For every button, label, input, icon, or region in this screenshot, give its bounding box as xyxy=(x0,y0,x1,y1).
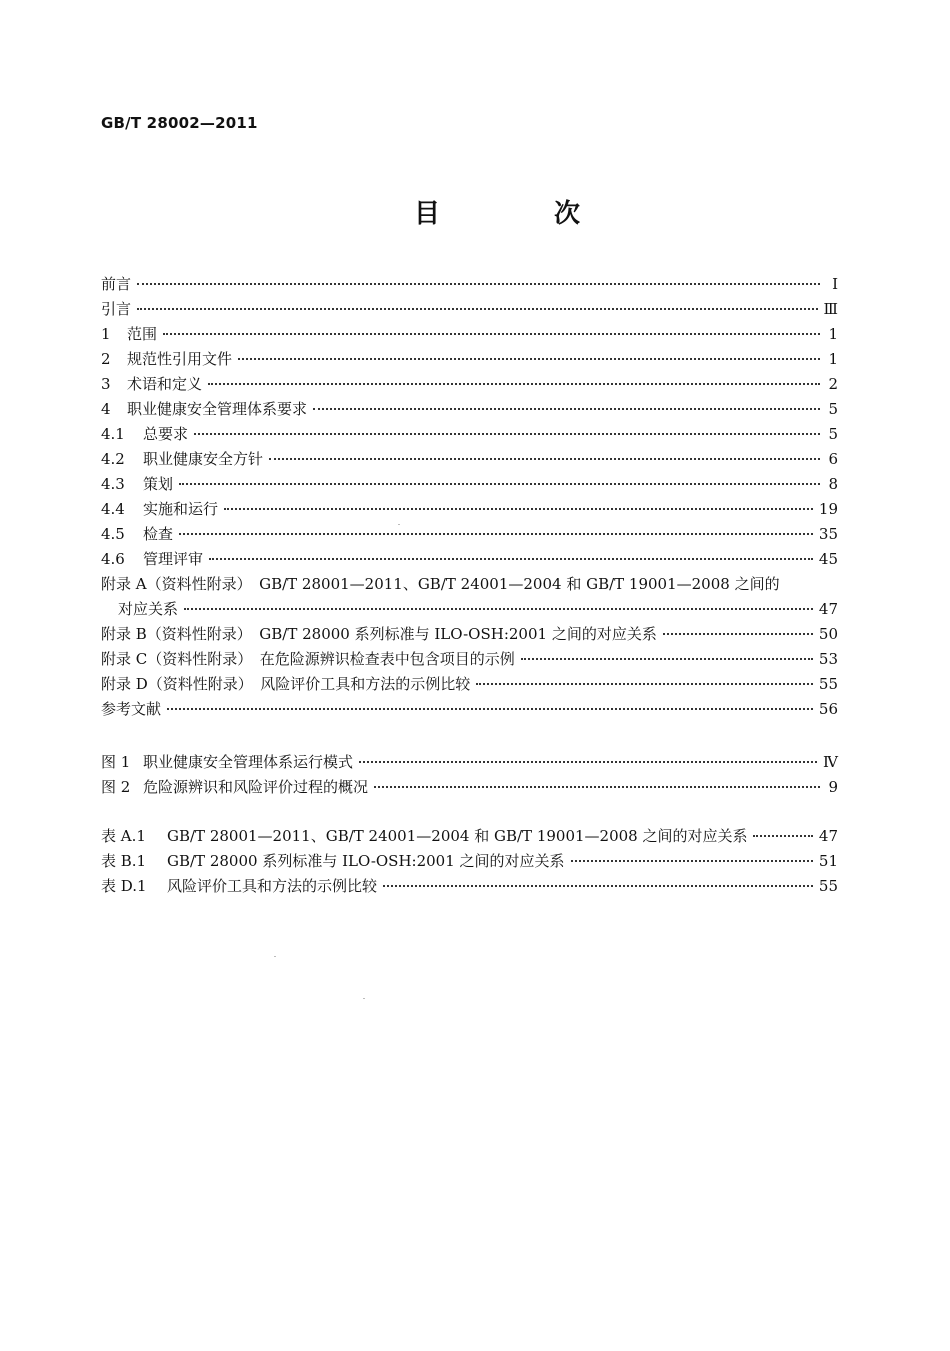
toc-num: 3 xyxy=(101,375,111,393)
toc-page: 8 xyxy=(828,475,838,493)
toc-entry-4-3[interactable] xyxy=(101,473,838,498)
toc-label: 术语和定义 xyxy=(127,375,203,393)
scan-speck xyxy=(274,956,276,957)
toc-entry-4-1[interactable] xyxy=(101,423,838,448)
standard-code: GB/T 28002—2011 xyxy=(101,114,258,132)
toc-label: 对应关系 xyxy=(118,600,179,618)
scan-speck xyxy=(363,998,365,999)
dot-leader xyxy=(167,708,813,710)
toc-entry-2[interactable] xyxy=(101,348,838,373)
toc-entry-4-5[interactable] xyxy=(101,523,838,548)
toc-num: 4.3 xyxy=(101,475,125,493)
dot-leader xyxy=(571,860,813,862)
toc-entry-bibliography[interactable] xyxy=(101,698,838,723)
toc-label: 前言 xyxy=(101,275,132,293)
dot-leader xyxy=(137,308,818,310)
toc-page: 47 xyxy=(818,600,838,618)
dot-leader xyxy=(753,835,812,837)
dot-leader xyxy=(194,433,820,435)
toc-page: Ⅳ xyxy=(823,753,838,771)
toc-figure-1[interactable] xyxy=(101,751,838,776)
dot-leader xyxy=(137,283,820,285)
toc-label: 引言 xyxy=(101,300,132,318)
toc-label: 附录 B（资料性附录） GB/T 28000 系列标准与 ILO-OSH:2001 之间的对应关系 xyxy=(101,625,657,643)
toc-label: 附录 A（资料性附录） GB/T 28001—2011、GB/T 24001—2004 和 GB/T 19001—2008 之间的 xyxy=(101,575,780,593)
toc-label: 参考文献 xyxy=(101,700,162,718)
dot-leader xyxy=(179,533,813,535)
toc-num: 表 B.1 xyxy=(101,852,147,870)
dot-leader xyxy=(208,383,820,385)
toc-num: 4.5 xyxy=(101,525,125,543)
toc-entry-annex-a-cont[interactable] xyxy=(101,598,838,623)
toc-figure-2[interactable] xyxy=(101,776,838,801)
scan-speck xyxy=(398,524,400,525)
toc-page: 50 xyxy=(818,625,838,643)
toc-entry-4[interactable] xyxy=(101,398,838,423)
toc-label: 职业健康安全管理体系运行模式 xyxy=(143,753,354,771)
toc-num: 4.4 xyxy=(101,500,125,518)
toc-table-b1[interactable] xyxy=(101,850,838,875)
dot-leader xyxy=(269,458,820,460)
toc-page: 1 xyxy=(828,350,838,368)
toc-label: GB/T 28000 系列标准与 ILO-OSH:2001 之间的对应关系 xyxy=(167,852,565,870)
toc-label: 附录 D（资料性附录） 风险评价工具和方法的示例比较 xyxy=(101,675,471,693)
page-title: 目 次 xyxy=(413,199,624,229)
toc-entry-annex-c[interactable] xyxy=(101,648,838,673)
toc-entry-annex-d[interactable] xyxy=(101,673,838,698)
toc-num: 4.2 xyxy=(101,450,125,468)
toc-page: 1 xyxy=(828,325,838,343)
toc-page: 19 xyxy=(818,500,838,518)
toc-page: 53 xyxy=(818,650,838,668)
dot-leader xyxy=(313,408,820,410)
toc-num: 4 xyxy=(101,400,111,418)
toc-num: 1 xyxy=(101,325,111,343)
toc-num: 图 1 xyxy=(101,753,131,771)
toc-entry-4-4[interactable] xyxy=(101,498,838,523)
toc-main xyxy=(101,273,838,723)
dot-leader xyxy=(184,608,813,610)
toc-page: 5 xyxy=(828,400,838,418)
dot-leader xyxy=(163,333,820,335)
toc-entry-1[interactable] xyxy=(101,323,838,348)
toc-page: 35 xyxy=(818,525,838,543)
toc-page: 5 xyxy=(828,425,838,443)
toc-table-d1[interactable] xyxy=(101,875,838,900)
toc-label: 风险评价工具和方法的示例比较 xyxy=(167,877,378,895)
toc-label: 附录 C（资料性附录） 在危险源辨识检查表中包含项目的示例 xyxy=(101,650,515,668)
toc-page: Ⅲ xyxy=(823,300,838,318)
toc-page: 47 xyxy=(818,827,838,845)
dot-leader xyxy=(476,683,813,685)
toc-label: 职业健康安全管理体系要求 xyxy=(127,400,308,418)
toc-page: 56 xyxy=(818,700,838,718)
toc-entry-4-2[interactable] xyxy=(101,448,838,473)
dot-leader xyxy=(383,885,813,887)
toc-num: 表 D.1 xyxy=(101,877,147,895)
toc-page: 6 xyxy=(828,450,838,468)
toc-page: 2 xyxy=(828,375,838,393)
toc-label: 危险源辨识和风险评价过程的概况 xyxy=(143,778,369,796)
toc-page: 51 xyxy=(818,852,838,870)
toc-figures xyxy=(101,751,838,801)
toc-num: 表 A.1 xyxy=(101,827,146,845)
toc-num: 2 xyxy=(101,350,111,368)
toc-label: 实施和运行 xyxy=(143,500,219,518)
toc-label: 检查 xyxy=(143,525,174,543)
toc-label: 规范性引用文件 xyxy=(127,350,233,368)
toc-page: 55 xyxy=(818,877,838,895)
toc-page: 45 xyxy=(818,550,838,568)
toc-entry-4-6[interactable] xyxy=(101,548,838,573)
toc-label: 总要求 xyxy=(143,425,189,443)
dot-leader xyxy=(238,358,820,360)
toc-label: GB/T 28001—2011、GB/T 24001—2004 和 GB/T 19001—2008 之间的对应关系 xyxy=(167,827,748,845)
toc-entry-annex-a[interactable] xyxy=(101,573,838,598)
toc-page: 55 xyxy=(818,675,838,693)
toc-table-a1[interactable] xyxy=(101,825,838,850)
toc-tables xyxy=(101,825,838,900)
toc-num: 4.6 xyxy=(101,550,125,568)
dot-leader xyxy=(374,786,820,788)
dot-leader xyxy=(209,558,813,560)
dot-leader xyxy=(663,633,813,635)
toc-page: 9 xyxy=(828,778,838,796)
dot-leader xyxy=(179,483,820,485)
toc-page: Ⅰ xyxy=(832,275,838,293)
toc-label: 范围 xyxy=(127,325,158,343)
toc-label: 职业健康安全方针 xyxy=(143,450,264,468)
dot-leader xyxy=(359,761,817,763)
dot-leader xyxy=(521,658,813,660)
toc-num: 图 2 xyxy=(101,778,131,796)
toc-entry-introduction[interactable] xyxy=(101,298,838,323)
toc-num: 4.1 xyxy=(101,425,125,443)
toc-entry-foreword[interactable] xyxy=(101,273,838,298)
toc-label: 管理评审 xyxy=(143,550,204,568)
toc-label: 策划 xyxy=(143,475,174,493)
dot-leader xyxy=(224,508,813,510)
toc-entry-3[interactable] xyxy=(101,373,838,398)
toc-entry-annex-b[interactable] xyxy=(101,623,838,648)
